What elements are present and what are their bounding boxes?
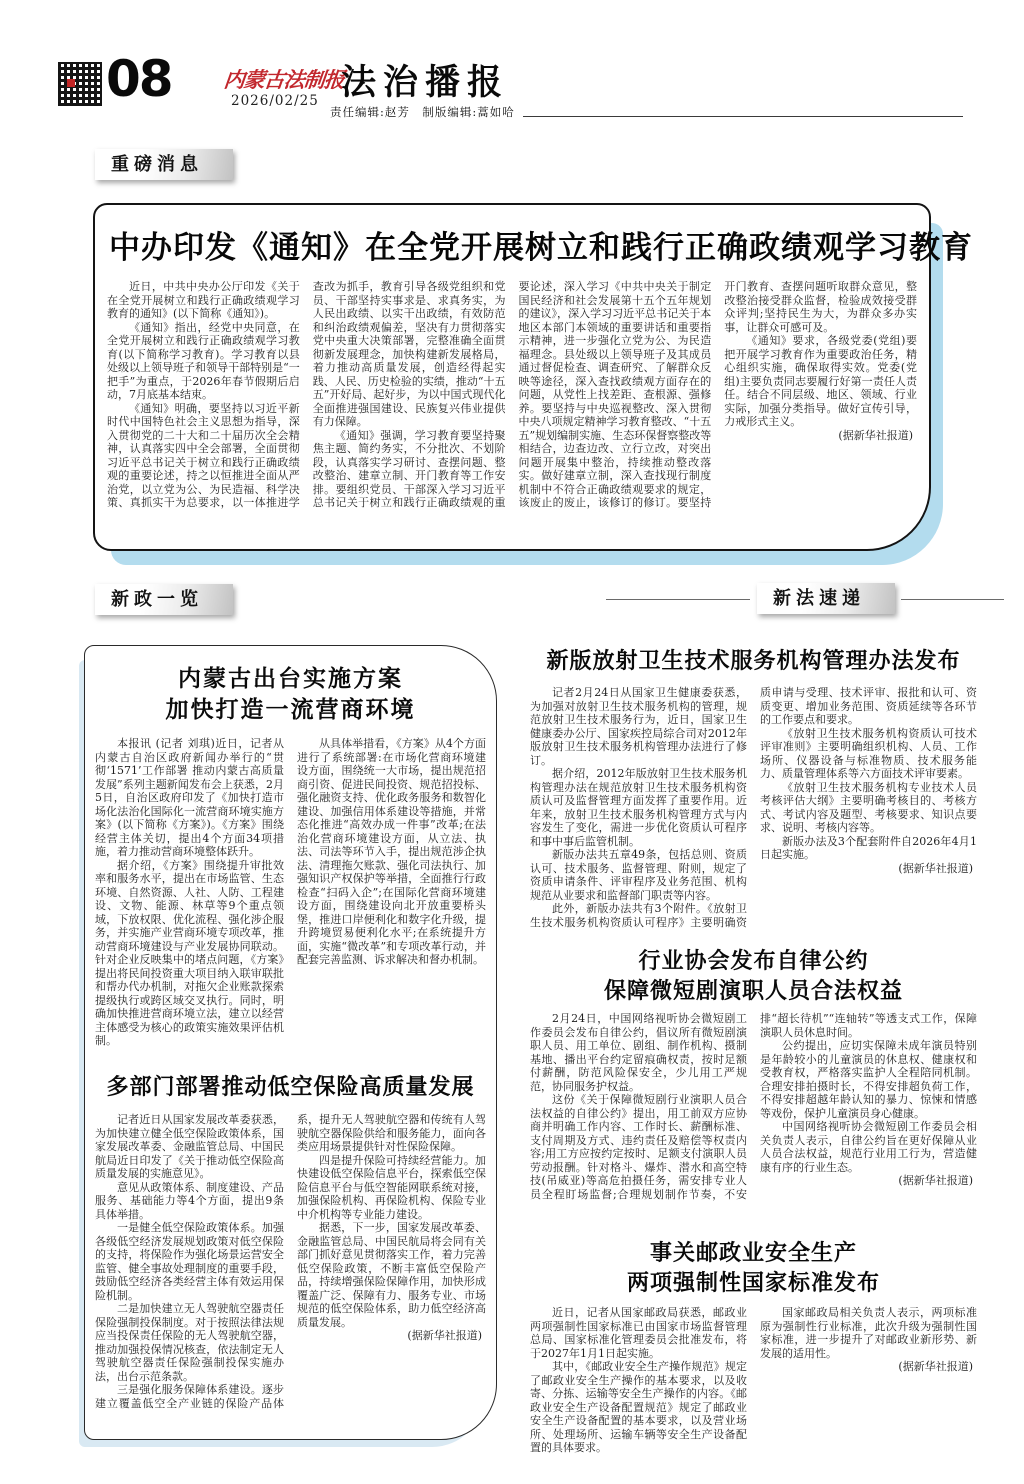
mongolia-article-body: 本报讯 (记者 刘琪)近日，记者从内蒙古自治区政府新闻办举行的“贯彻‘1571’工作部署 推动内蒙古高质量发展”系列主题新闻发布会上获悉，2月5日，自治区政府印发了《加快打造市场化法治化国际化一流营商环境实施方案》(以下简称《方案》)。《方案》围绕经营主体关切，提出4个方面34项措施，着力推动营商环境整体跃升。 据介绍，《方案》围绕提升审批效率和服务水平，提出在市场监管、生态环境、自然资源、人社、人防、工程建设、文物、能源、林草等9个重点领域，下放权限、优化流程、强化涉企服务，并实施产业营商环境专项改革，推动营商环境建设与产业发展协同联动。针对企业反映集中的堵点问题，《方案》提出将民间投资重大项目纳入联审联批和帮办代办机制，对拖欠企业账款探索提级执行或跨区域交叉执行。同时，明确加快推进营商环境立法，建立以经营主体感受为核心的政策实施效果评估机制。 从具体举措看，《方案》从4个方面进行了系统部署:在市场化营商环境建设方面，围绕统一大市场，提出规范招商引资、促进民间投资、规范招投标、强化融资支持、优化政务服务和数智化建设、加强信用体系建设等措施，并常态化推进“高效办成一件事”改革;在法治化营商环境建设方面，从立法、执法、司法等环节入手，提出规范涉企执法、清理拖欠账款、强化司法执行、加强知识产权保护等举措，全面推行行政检查“扫码入企”;在国际化营商环境建设方面，围绕建设向北开放重要桥头堡，推进口岸便利化和数字化升级，提升跨境贸易便利化水平;在系统提升方面，实施“微改革”和专项改革行动，并配套完善监测、诉求解决和督办机制。 xyxy=(95,737,486,1047)
rule-right-of-law-label xyxy=(901,599,1004,600)
microdrama-article-body: 2月24日，中国网络视听协会微短剧工作委员会发布自律公约，倡议所有微短剧演职人员、用工单位、剧组、制作机构、摄制基地、播出平台约定留痕确权责，按时足额付薪酬，防范风险保安全，少儿用工严规范，协同服务护权益。 这份《关于保障微短剧行业演职人员合法权益的自律公约》提出，用工前双方应协商并明确工作内容、工作时长、薪酬标准、支付周期及方式、违约责任及赔偿等权责内容;用工方应按约定按时、足额支付演职人员劳动报酬。针对格斗、爆炸、潜水和高空特技(吊威亚)等高危拍摄任务，需安排专业人员全程盯场监督;合理规划制作节奏，不安排“超长待机”“连轴转”等透支式工作，保障演职人员休息时间。 公约提出，应切实保障未成年演员特别是年龄较小的儿童演员的休息权、健康权和受教育权，严格落实监护人全程陪同机制。合理安排拍摄时长，不得安排超负荷工作，不得安排超越年龄认知的暴力、惊悚和情感等戏份，保护儿童演员身心健康。 中国网络视听协会微短剧工作委员会相关负责人表示，自律公约旨在更好保障从业人员合法权益，规范行业用工行为，营造健康有序的行业生态。 (据新华社报道) xyxy=(530,1012,977,1201)
lead-article-headline: 中办印发《通知》在全党开展树立和践行正确政绩观学习教育 xyxy=(109,230,973,266)
left-articles-box xyxy=(84,645,497,1440)
microdrama-title-line-1: 行业协会发布自律公约 xyxy=(638,948,869,974)
low-altitude-article-body: 记者近日从国家发展改革委获悉，为加快建立健全低空保险政策体系，国家发展改革委、金融监管总局、中国民航局近日印发了《关于推动低空保险高质量发展的实施意见》。 意见从政策体系、制度建设、产品服务、基础能力等4个方面，提出9条具体举措。 一是健全低空保险政策体系。加强各级低空经济发展规划政策对低空保险的支持，将保险作为强化场景运营安全监管、健全事故处理制度的重要手段，鼓励低空经济各类经营主体有效运用保险机制。 二是加快建立无人驾驶航空器责任保险强制投保制度。对于按照法律法规应当投保责任保险的无人驾驶航空器，推动加强投保情况核查，依法制定无人驾驶航空器责任保险强制投保实施办法，出台示范条款。 三是强化服务保障体系建设。逐步建立覆盖低空全产业链的保险产品体系，提升无人驾驶航空器和传统有人驾驶航空器保险供给和服务能力，面向各类应用场景提供针对性保险保障。 四是提升保险可持续经营能力。加快建设低空保险信息平台，探索低空保险信息平台与低空智能网联系统对接，加强保险机构、再保险机构、保险专业中介机构等专业能力建设。 据悉，下一步，国家发展改革委、金融监管总局、中国民航局将会同有关部门抓好意见贯彻落实工作，着力完善低空保险政策，不断丰富低空保险产品，持续增强保险保障作用，加快形成覆盖广泛、保障有力、服务专业、市场规范的低空保险体系，助力低空经济高质量发展。 (据新华社报道) xyxy=(95,1113,486,1410)
lead-article-body: 近日，中共中央办公厅印发《关于在全党开展树立和践行正确政绩观学习教育的通知》(以下简称《通知》)。 《通知》指出，经党中央同意，在全党开展树立和践行正确政绩观学习教育(以下简称学习教育)。学习教育以县处级以上领导班子和领导干部特别是“一把手”为重点，于2026年春节假期后启动，7月底基本结束。 《通知》明确，要坚持以习近平新时代中国特色社会主义思想为指导，深入贯彻党的二十大和二十届历次全会精神，认真落实四中全会部署，全面贯彻习近平总书记关于树立和践行正确政绩观的重要论述，持之以恒推进全面从严治党，以立党为公、为民造福、科学决策、真抓实干为总要求，以一体推进学查改为抓手，教育引导各级党组织和党员、干部坚持实事求是、求真务实，为人民出政绩、以实干出政绩，有效防范和纠治政绩观偏差，坚决有力贯彻落实党中央重大决策部署，完整准确全面贯彻新发展理念，加快构建新发展格局，着力推动高质量发展，创造经得起实践、人民、历史检验的实绩，推动“十五五”开好局、起好步，为以中国式现代化全面推进强国建设、民族复兴伟业提供有力保障。 《通知》强调，学习教育要坚持聚焦主题、简约务实，不分批次、不划阶段，认真落实学习研讨、查摆问题、整改整治、建章立制、开门教育等工作安排。要组织党员、干部深入学习习近平总书记关于树立和践行正确政绩观的重要论述，深入学习《中共中央关于制定国民经济和社会发展第十五个五年规划的建议》，深入学习习近平总书记关于本地区本部门本领域的重要讲话和重要指示精神，进一步强化立党为公、为民造福理念。县处级以上领导班子及其成员通过督促检查、调查研究、了解群众反映等途径，深入查找政绩观方面存在的问题，从党性上找差距、查根源、强修养。要坚持与中央巡视整改、深入贯彻中央八项规定精神学习教育整改、“十五五”规划编制实施、生态环保督察整改等相结合，边查边改、立行立改，对突出问题开展集中整治，持续推动整改落实。做好建章立制，深入查找现行制度机制中不符合正确政绩观要求的规定，该废止的废止，该修订的修订。要坚持开门教育、查摆问题听取群众意见，整改整治接受群众监督，检验成效接受群众评判;坚持民生为大，为群众多办实事，让群众可感可及。 《通知》要求，各级党委(党组)要把开展学习教育作为重要政治任务，精心组织实施，确保取得实效。党委(党组)主要负责同志要履行好第一责任人责任。结合不同层级、地区、领域、行业实际，加强分类指导。做好宣传引导，力戒形式主义。 (据新华社报道) xyxy=(107,280,917,509)
issue-date: 2026/02/25 xyxy=(231,93,319,109)
page-section-title: 法治播报 xyxy=(341,62,510,103)
header-rule xyxy=(523,116,963,117)
page-number: 08 xyxy=(106,50,172,108)
editors-line: 责任编辑:赵芳 制版编辑:蒿如哈 xyxy=(330,105,515,119)
microdrama-article-title xyxy=(530,946,977,1006)
mongolia-title-line-2: 加快打造一流营商环境 xyxy=(165,696,416,723)
postal-title-line-1: 事关邮政业安全生产 xyxy=(649,1240,857,1266)
masthead-logo: 内蒙古法制报 xyxy=(222,67,346,92)
qr-code-icon xyxy=(58,62,102,106)
lead-article-box xyxy=(93,203,973,551)
radiation-article-body: 记者2月24日从国家卫生健康委获悉，为加强对放射卫生技术服务机构的管理，规范放射卫生技术服务行为，近日，国家卫生健康委办公厅、国家疾控局综合司对2012年版放射卫生技术服务机构管理办法进行了修订。 据介绍，2012年版放射卫生技术服务机构管理办法在规范放射卫生技术服务机构资质认可及监督管理方面发挥了重要作用。近年来，放射卫生技术服务机构管理方式与内容发生了变化，需进一步优化资质认可程序和事中事后监管机制。 新版办法共五章49条，包括总则、资质认可、技术服务、监督管理、附则，规定了资质申请条件、评审程序及业务范围、机构规范从业要求和监督部门职责等内容。 此外，新版办法共有3个附件。《放射卫生技术服务机构资质认可程序》主要明确资质申请与受理、技术评审、报批和认可、资质变更、增加业务范围、资质延续等各环节的工作要点和要求。 《放射卫生技术服务机构资质认可技术评审准则》主要明确组织机构、人员、工作场所、仪器设备与标准物质、技术服务能力、质量管理体系等六方面技术评审要素。 《放射卫生技术服务机构专业技术人员考核评估大纲》主要明确考核目的、考核方式、考试内容及题型、考核要求、知识点要求、说明、考核内容等。 新版办法及3个配套附件自2026年4月1日起实施。 (据新华社报道) xyxy=(530,686,977,929)
section-label-heavy-news: 重磅消息 xyxy=(95,149,233,180)
radiation-article-title: 新版放射卫生技术服务机构管理办法发布 xyxy=(546,648,961,674)
postal-title-line-2: 两项强制性国家标准发布 xyxy=(626,1270,880,1296)
mongolia-title-line-1: 内蒙古出台实施方案 xyxy=(178,665,403,692)
section-label-new-policy: 新政一览 xyxy=(95,584,233,615)
microdrama-title-line-2: 保障微短剧演职人员合法权益 xyxy=(603,978,903,1004)
postal-article-title xyxy=(530,1238,977,1298)
low-altitude-article-title: 多部门部署推动低空保险高质量发展 xyxy=(106,1074,475,1100)
section-label-new-law: 新法速递 xyxy=(757,583,895,614)
mongolia-article-title xyxy=(85,663,496,725)
postal-article-body: 近日，记者从国家邮政局获悉，邮政业两项强制性国家标准已由国家市场监督管理总局、国家标准化管理委员会批准发布，将于2027年1月1日起实施。 其中，《邮政业安全生产操作规范》规定了邮政业安全生产操作的基本要求，以及收寄、分拣、运输等安全生产操作的内容。《邮政业安全生产设备配置规范》规定了邮政业安全生产设备配置的基本要求，以及营业场所、处理场所、运输车辆等安全生产设备配置的具体要求。 国家邮政局相关负责人表示，两项标准原为强制性行业标准，此次升级为强制性国家标准，进一步提升了对邮政业新形势、新发展的适用性。 (据新华社报道) xyxy=(530,1306,977,1454)
rule-left-of-law-label xyxy=(606,599,750,600)
